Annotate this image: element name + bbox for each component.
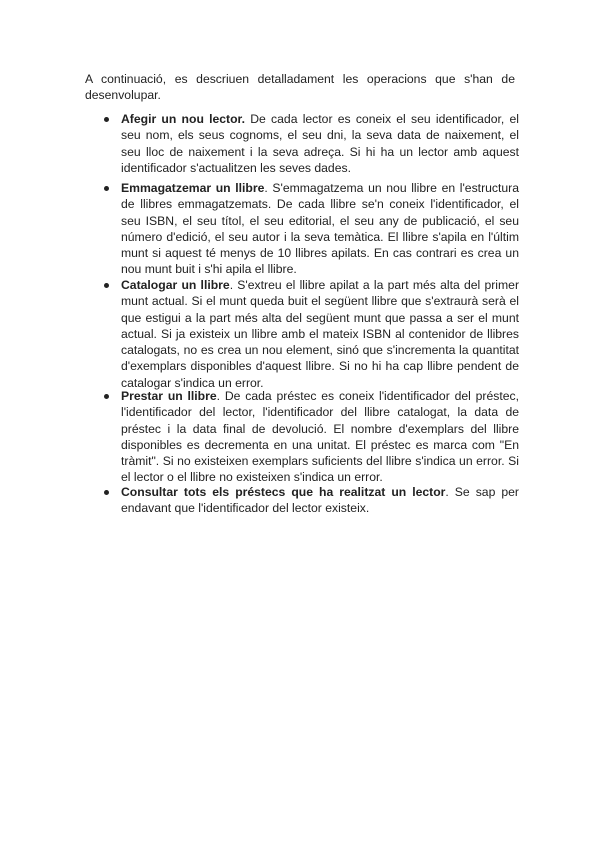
list-item-description: . S'emmagatzema un nou llibre en l'estructura de llibres emmagatzemats. De cada llibre se'n coneix l'identificador, el seu ISBN, el seu títol, el seu editorial, el seu any de publicació, el seu número d'edició, el seu autor i la seva temàtica. El llibre s'apila en l'últim munt si aquest té menys de 10 llibres apilats. En cas contrari es crea un nou munt buit i s'hi apila el llibre. (121, 181, 519, 277)
bullet-icon (104, 283, 109, 288)
list-item-description: . Se sap per endavant que l'identificador del lector existeix. (121, 485, 519, 516)
list-item-description: . De cada préstec es coneix l'identificador del préstec, l'identificador del lector, l'identificador del llibre catalogat, la data de préstec i la data final de devolució. El nombre d'exemplars del llibre disponibles es decrementa en una unitat. El préstec es marca com "En tràmit". Si no existeixen exemplars suficients del llibre s'indica un error. Si el lector o el llibre no existeixen s'indica un error. (121, 389, 519, 485)
list-item-text (121, 484, 519, 517)
list-item-title: Emmagatzemar un llibre (121, 181, 265, 195)
list-item-description: . S'extreu el llibre apilat a la part més alta del primer munt actual. Si el munt queda buit el següent llibre que s'extraurà serà el que estigui a la part més alta del següent munt que passa a ser el munt actual. Si ja existeix un llibre amb el mateix ISBN al contenidor de llibres catalogats, no es crea un nou element, sinó que s'incrementa la quantitat d'exemplars disponibles d'aquest llibre. Si no hi ha cap llibre pendent de catalogar s'indica un error. (121, 278, 519, 390)
list-item-text (121, 388, 519, 486)
list-item-text (121, 180, 519, 278)
bullet-icon (104, 490, 109, 495)
list-item-title: Catalogar un llibre (121, 278, 230, 292)
list-item-description: De cada lector es coneix el seu identificador, el seu nom, els seus cognoms, el seu dni, la seva data de naixement, el seu lloc de naixement i la seva adreça. Si hi ha un lector amb aquest identificador s'actualitzen les seves dades. (121, 112, 519, 175)
list-item-title: Prestar un llibre (121, 389, 217, 403)
bullet-icon (104, 186, 109, 191)
list-item-text (121, 111, 519, 176)
bullet-icon (104, 117, 109, 122)
list-item-text (121, 277, 519, 391)
list-item-title: Consultar tots els préstecs que ha realitzat un lector (121, 485, 446, 499)
list-item-title: Afegir un nou lector. (121, 112, 246, 126)
bullet-icon (104, 394, 109, 399)
intro-paragraph: A continuació, es descriuen detalladament les operacions que s'han de desenvolupar. (85, 72, 515, 102)
